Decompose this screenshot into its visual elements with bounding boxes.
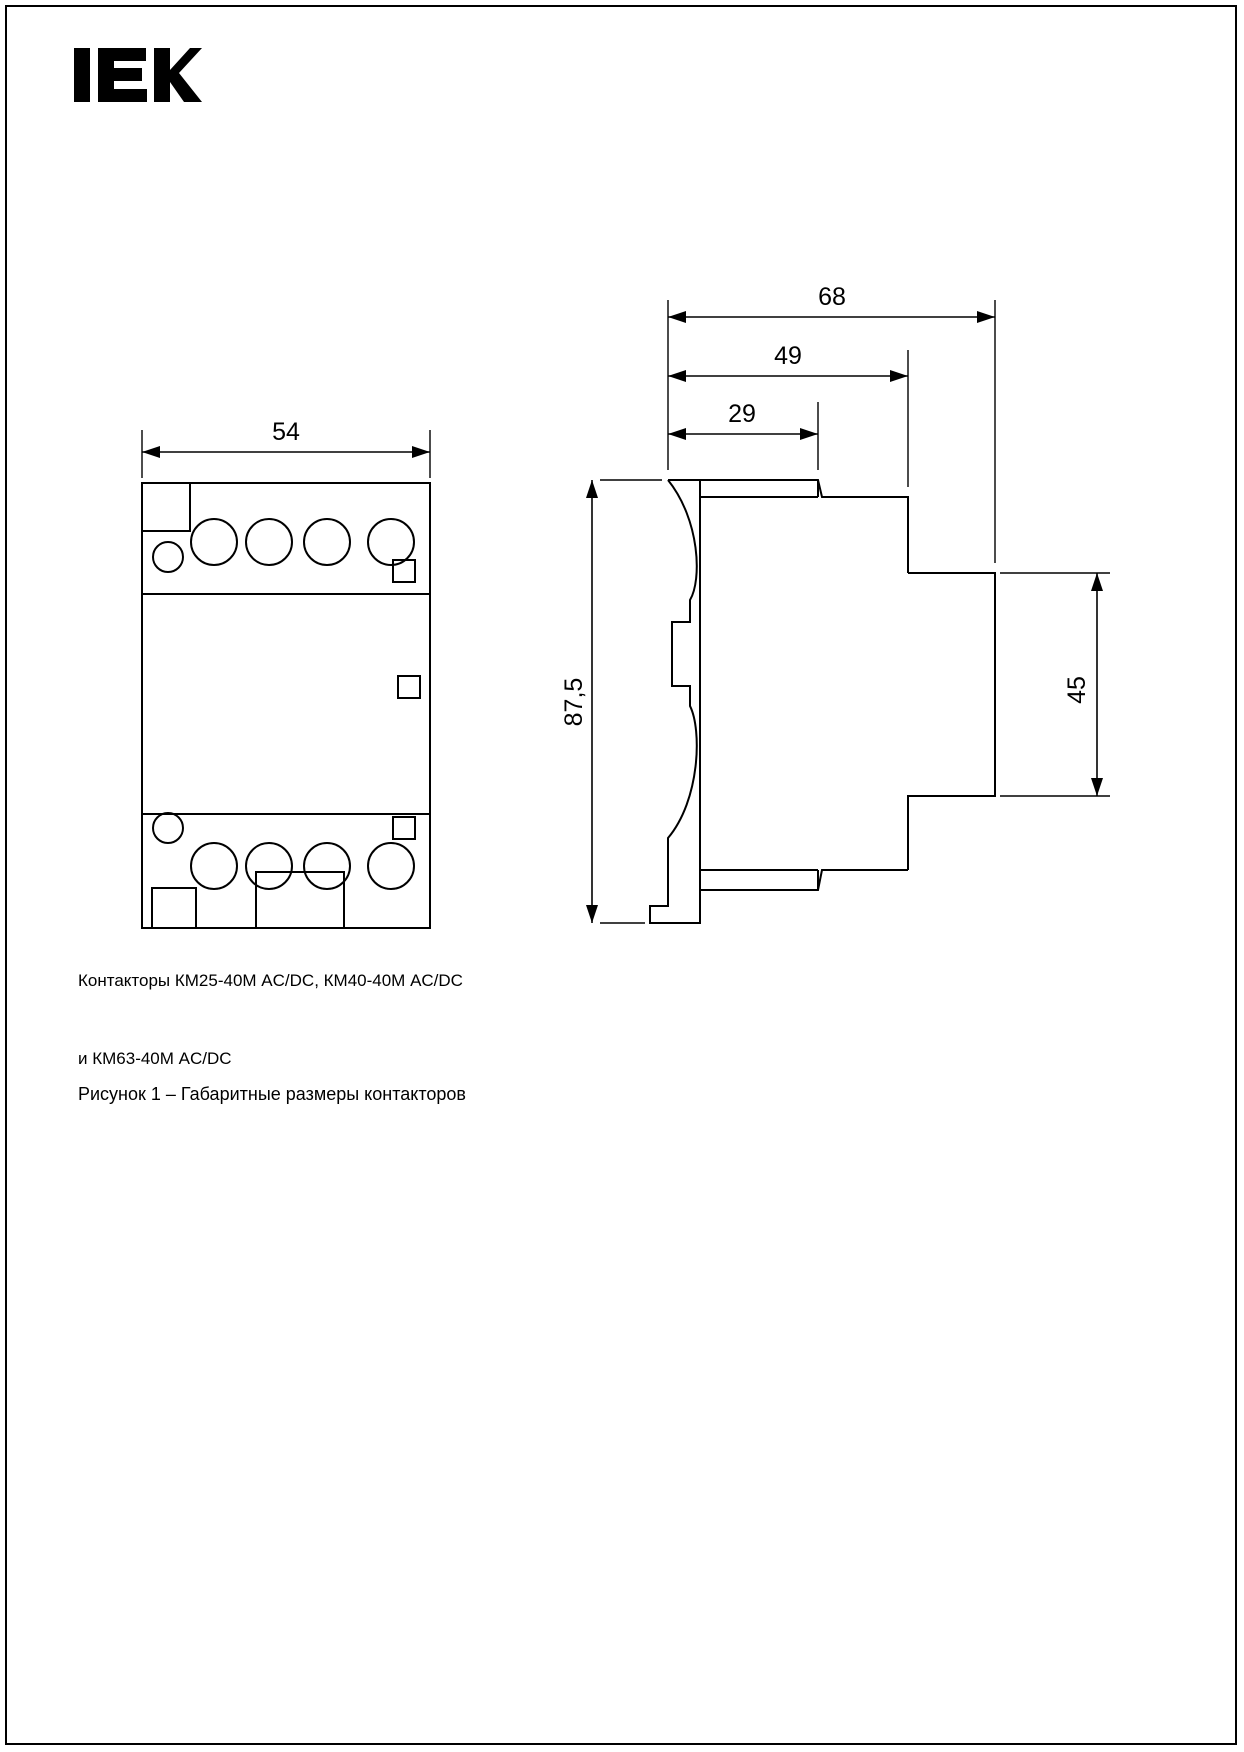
dim-label-height-total: 87,5	[560, 677, 588, 727]
dim-label-depth-total: 68	[818, 283, 846, 311]
dim-label-front-width: 54	[272, 418, 300, 446]
dim-label-height-din: 45	[1063, 676, 1091, 704]
caption-models-line2: и КМ63-40М AC/DC	[78, 1049, 232, 1068]
dim-label-depth-front: 29	[728, 400, 756, 428]
dim-label-depth-body: 49	[774, 342, 802, 370]
caption-figure: Рисунок 1 – Габаритные размеры контакторов	[78, 1084, 466, 1104]
caption-models-line1: Контакторы КМ25-40М AC/DC, КМ40-40М AC/DC	[78, 971, 463, 990]
